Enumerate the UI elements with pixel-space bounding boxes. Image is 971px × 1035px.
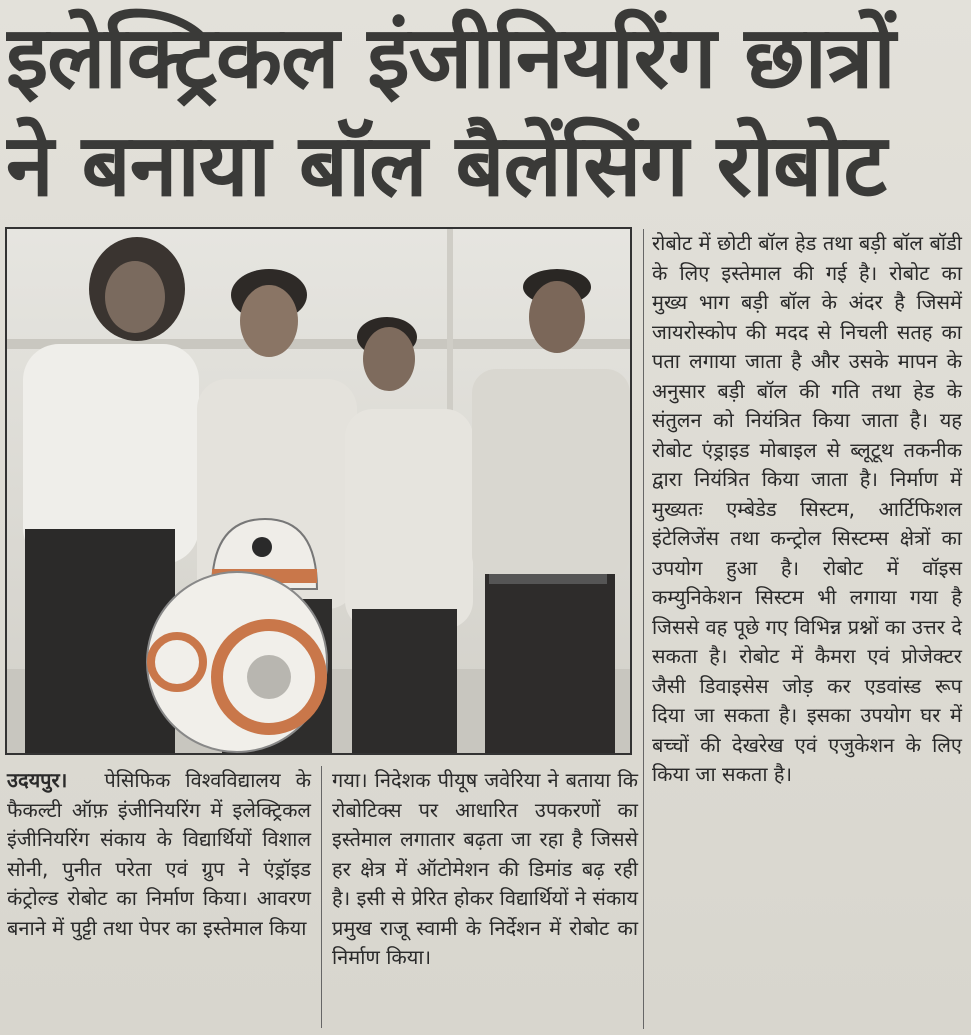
headline-line-2: ने बनाया बॉल बैलेंसिंग रोबोट — [6, 116, 886, 216]
article-column-left-text: पेसिफिक विश्वविद्यालय के फैकल्टी ऑफ़ इंजीनियरिंग में इलेक्ट्रिकल इंजीनियरिंग संकाय के विद्यार्थियों विशाल सोनी, पुनीत परेता एवं ग्रुप ने एंड्रॉइड कंट्रोल्ड रोबोट का निर्माण किया। आवरण बनाने में पुट्टी तथा पेपर का इस्तेमाल किया — [7, 768, 311, 940]
column-divider-right — [643, 229, 644, 1029]
dateline: उदयपुर। — [7, 768, 68, 792]
column-divider-left — [321, 766, 322, 1028]
headline — [6, 4, 961, 220]
article-column-right: रोबोट में छोटी बॉल हेड तथा बड़ी बॉल बॉडी के लिए इस्तेमाल की गई है। रोबोट का मुख्य भाग बड़ी बॉल के अंदर है जिसमें जायरोस्कोप की मदद से निचली सतह का पता लगाया जाता है और उसके मापन के अनुसार बड़ी बॉल की गति तथा हेड के संतुलन को नियंत्रित किया जाता है। यह रोबोट एंड्राइड मोबाइल से ब्लूटूथ तकनीक द्वारा नियंत्रित किया जाता है। निर्माण में मुख्यतः एम्बेडेड सिस्टम, आर्टिफिशल इंटेलिजेंस तथा कन्ट्रोल सिस्टम्स क्षेत्रों का उपयोग हुआ है। रोबोट में वॉइस कम्युनिकेशन सिस्टम भी लगाया गया है जिससे वह पूछे गए विभिन्न प्रश्नों का उत्तर दे सकता है। रोबोट में कैमरा एवं प्रोजेक्टर जैसी डिवाइसेस जोड़ कर एडवांस्ड रूप दिया जा सकता है। इसका उपयोग घर में बच्चों की देखरेख एवं एजुकेशन के लिए किया जा सकता है। — [652, 231, 962, 786]
news-photo — [5, 227, 632, 755]
headline-line-1: इलेक्ट्रिकल इंजीनियरिंग छात्रों — [6, 8, 895, 108]
article-column-middle: गया। निदेशक पीयूष जवेरिया ने बताया कि रोबोटिक्स पर आधारित उपकरणों का इस्तेमाल लगातार बढ़ता जा रहा है जिससे हर क्षेत्र में ऑटोमेशन की डिमांड बढ़ रही है। इसी से प्रेरित होकर विद्यार्थियों ने संकाय प्रमुख राजू स्वामी के निर्देशन में रोबोट का निर्माण किया। — [332, 768, 638, 969]
photo-illustration — [7, 229, 630, 753]
article-column-left — [7, 766, 311, 943]
